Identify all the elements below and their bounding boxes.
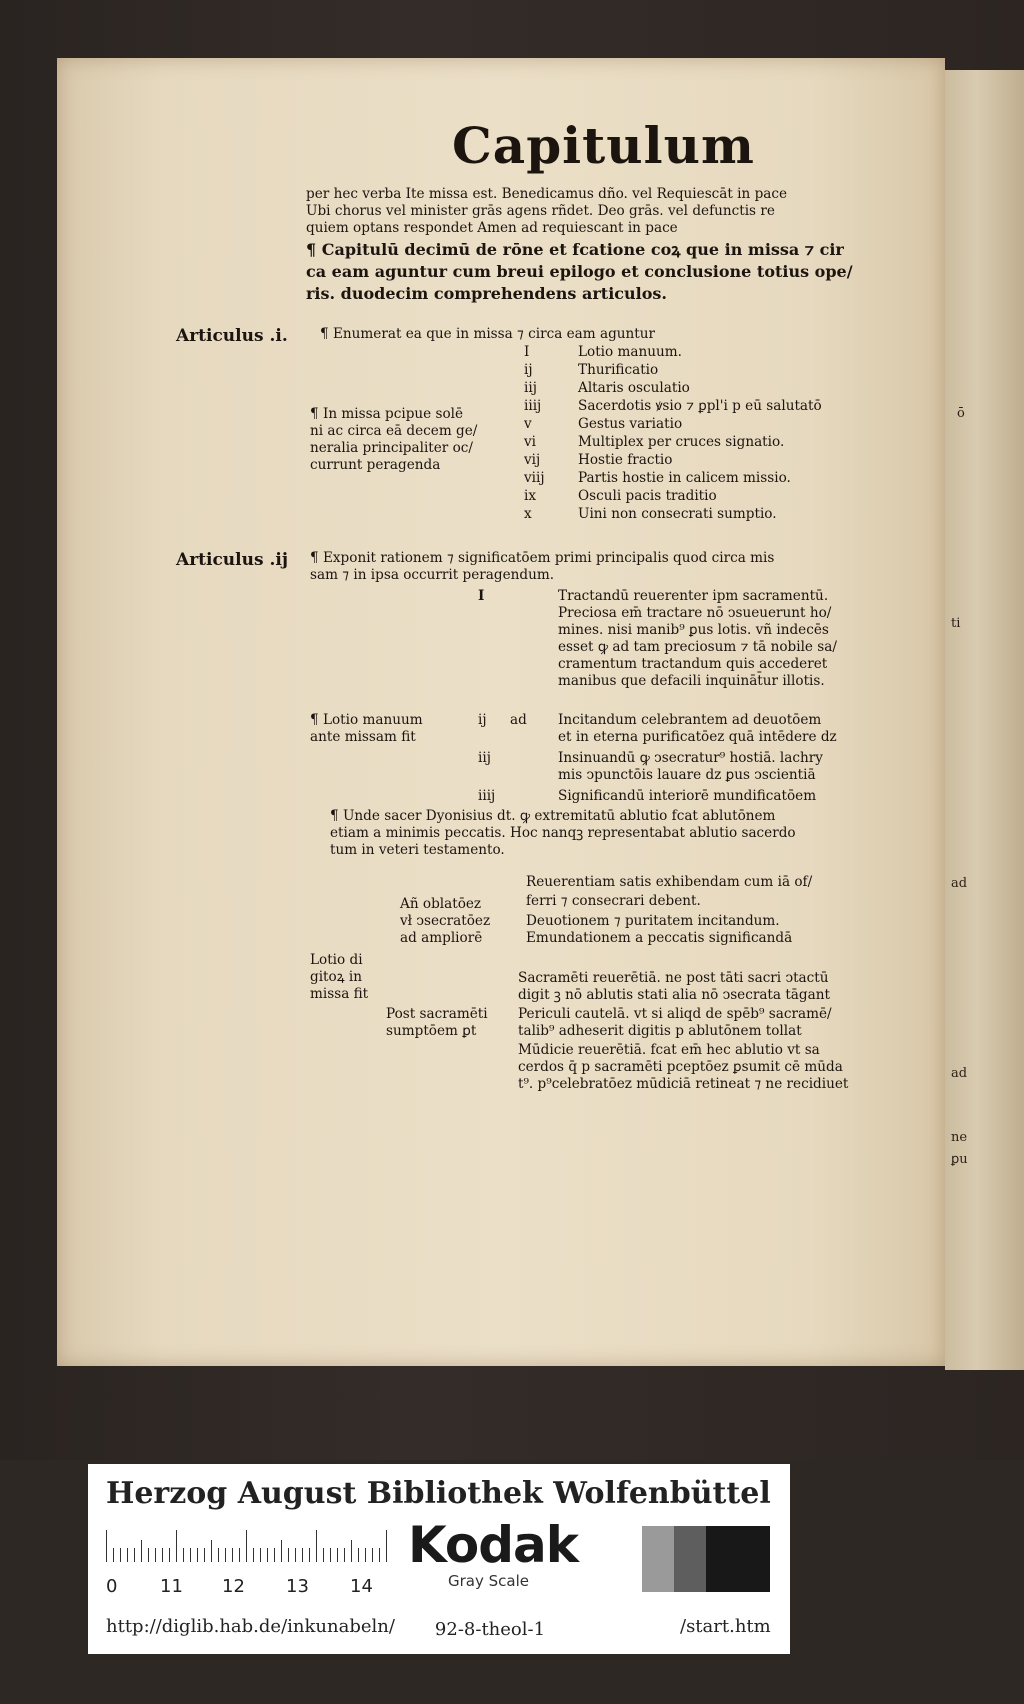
numeral: iiij bbox=[478, 788, 496, 804]
side-label: Lotio di bbox=[310, 952, 363, 968]
note-line: ni ac circa eā decem ge/ bbox=[310, 423, 478, 439]
ruler-tick bbox=[183, 1548, 184, 1562]
text-line: Mūdicie reuerētiā. fcat em̄ hec ablutio vt sa bbox=[518, 1042, 820, 1058]
text-line: manibus que defacili inquināt̄ur illotis. bbox=[558, 673, 825, 689]
articulus-heading: ¶ Enumerat ea que in missa ⁊ circa eam aguntur bbox=[320, 326, 656, 342]
text-line: talib⁹ adheserit digitis p ablutōnem tollat bbox=[518, 1023, 802, 1039]
edge-fragment: ti bbox=[951, 616, 961, 631]
ruler-tick bbox=[246, 1530, 247, 1562]
gray-swatch bbox=[674, 1526, 706, 1592]
text-line: Deuotionem ⁊ puritatem incitandum. bbox=[526, 913, 780, 929]
edge-fragment: ad bbox=[951, 1066, 968, 1081]
ruler-tick bbox=[274, 1548, 275, 1562]
ruler-tick bbox=[330, 1548, 331, 1562]
ruler-label: 12 bbox=[222, 1576, 245, 1597]
side-label: gitoꝝ in bbox=[310, 969, 362, 985]
list-item: Gestus variatio bbox=[578, 416, 683, 432]
text-line: mines. nisi manib⁹ ꝑus lotis. vñ indecēs bbox=[558, 622, 829, 638]
chapter-heading: ca eam aguntur cum breui epilogo et conclusione totius ope/ bbox=[306, 262, 853, 281]
ruler-tick bbox=[288, 1548, 289, 1562]
ruler-tick bbox=[134, 1548, 135, 1562]
text-line: et in eterna purificatōez quā intēdere dz bbox=[558, 729, 837, 745]
ruler-tick bbox=[372, 1548, 373, 1562]
chapter-heading: ris. duodecim comprehendens articulos. bbox=[306, 284, 667, 303]
numeral: ij bbox=[524, 362, 533, 378]
text-line: Insinuandū ꝙ ↄsecratur⁹ hostiā. lachry bbox=[558, 750, 823, 766]
ruler-tick bbox=[379, 1548, 380, 1562]
ruler-tick bbox=[253, 1548, 254, 1562]
black-swatch bbox=[706, 1526, 770, 1592]
ruler-tick bbox=[127, 1548, 128, 1562]
ruler-tick bbox=[225, 1548, 226, 1562]
articulus-label: Articulus .i. bbox=[176, 326, 288, 346]
side-label: missa fit bbox=[310, 986, 369, 1002]
numeral: ix bbox=[524, 488, 537, 504]
text-line: cramentum tractandum quis accederet bbox=[558, 656, 828, 672]
ruler-tick bbox=[218, 1548, 219, 1562]
text-line: Incitandum celebrantem ad deuotōem bbox=[558, 712, 822, 728]
articulus-heading: sam ⁊ in ipsa occurrit peragendum. bbox=[310, 567, 555, 583]
text-line: Emundationem a peccatis significandā bbox=[526, 930, 793, 946]
gray-swatch bbox=[642, 1526, 674, 1592]
side-label: ad ampliorē bbox=[400, 930, 483, 946]
numeral: ij bbox=[478, 712, 487, 728]
text-line: ferri ⁊ consecrari debent. bbox=[526, 893, 701, 909]
text-line: Preciosa em̄ tractare nō ↄsueuerunt ho/ bbox=[558, 605, 832, 621]
text-line: t⁹. p⁹celebratōez mūdiciā retineat ⁊ ne recidiuet bbox=[518, 1076, 849, 1092]
list-item: Hostie fractio bbox=[578, 452, 673, 468]
ruler-tick bbox=[169, 1548, 170, 1562]
chapter-heading: ¶ Capitulū decimū de rōne et fcatione coꝝ que in missa ⁊ cir bbox=[306, 240, 844, 259]
ruler-tick bbox=[232, 1548, 233, 1562]
edge-fragment: ō bbox=[957, 406, 965, 421]
ruler-tick bbox=[316, 1530, 317, 1562]
ruler-tick bbox=[148, 1548, 149, 1562]
side-label: ¶ Lotio manuum bbox=[310, 712, 423, 728]
numeral: vij bbox=[524, 452, 541, 468]
ruler-tick bbox=[351, 1540, 352, 1562]
page-title: Capitulum bbox=[452, 116, 755, 175]
intro-line: Ubi chorus vel minister grās agens rñdet. Deo grās. vel defunctis re bbox=[306, 203, 775, 219]
ruler-tick bbox=[302, 1548, 303, 1562]
ruler-tick bbox=[190, 1548, 191, 1562]
list-item: Partis hostie in calicem missio. bbox=[578, 470, 791, 486]
numeral: iij bbox=[478, 750, 491, 766]
paragraph-line: ¶ Unde sacer Dyonisius dt. ꝙ extremitatū ablutio fcat ablutōnem bbox=[330, 808, 776, 824]
gray-scale-label: Gray Scale bbox=[448, 1572, 529, 1590]
note-line: ¶ In missa pcipue solē bbox=[310, 406, 464, 422]
ruler-label: 14 bbox=[350, 1576, 373, 1597]
ruler-tick bbox=[211, 1540, 212, 1562]
text-line: Significandū interiorē mundificatōem bbox=[558, 788, 817, 804]
numeral: v bbox=[524, 416, 532, 432]
paragraph-line: etiam a minimis peccatis. Hoc nanqꝫ representabat ablutio sacerdo bbox=[330, 825, 796, 841]
numeral: viij bbox=[524, 470, 545, 486]
list-item: Thurificatio bbox=[578, 362, 659, 378]
edge-fragment: ad bbox=[951, 876, 968, 891]
edge-fragment: ꝑu bbox=[951, 1152, 968, 1167]
ruler-tick bbox=[344, 1548, 345, 1562]
note-line: neralia principaliter oc/ bbox=[310, 440, 473, 456]
list-item: Uini non consecrati sumptio. bbox=[578, 506, 777, 522]
articulus-heading: ¶ Exponit rationem ⁊ significatōem primi principalis quod circa mis bbox=[310, 550, 775, 566]
ruler-tick bbox=[281, 1540, 282, 1562]
ruler-label: 13 bbox=[286, 1576, 309, 1597]
text-line: mis ↄpunctōis lauare dz ꝑus ↄscientiā bbox=[558, 767, 816, 783]
text-line: cerdos q̄ p sacramēti pceptōez ꝑsumit cē mūda bbox=[518, 1059, 843, 1075]
articulus-label: Articulus .ij bbox=[176, 550, 289, 570]
ruler-label: 0 bbox=[106, 1576, 118, 1597]
ruler-tick bbox=[162, 1548, 163, 1562]
ruler-tick bbox=[204, 1548, 205, 1562]
connector: ad bbox=[510, 712, 527, 728]
ruler-tick bbox=[365, 1548, 366, 1562]
intro-line: quiem optans respondet Amen ad requiescant in pace bbox=[306, 220, 678, 236]
ruler-tick bbox=[141, 1540, 142, 1562]
list-item: Lotio manuum. bbox=[578, 344, 682, 360]
shelfmark-field: 92-8-theol-1 bbox=[428, 1616, 552, 1644]
facing-page-edge bbox=[945, 70, 1024, 1370]
paragraph-line: tum in veteri testamento. bbox=[330, 842, 505, 858]
ruler-tick bbox=[323, 1548, 324, 1562]
library-target-card bbox=[88, 1464, 790, 1654]
url-right[interactable]: /start.htm bbox=[680, 1616, 771, 1637]
ruler-tick bbox=[358, 1548, 359, 1562]
text-line: Periculi cautelā. vt si aliqd de spēb⁹ sacramē/ bbox=[518, 1006, 832, 1022]
ruler-tick bbox=[239, 1548, 240, 1562]
numeral: vi bbox=[524, 434, 537, 450]
numeral: iij bbox=[524, 380, 537, 396]
text-line: Reuerentiam satis exhibendam cum iā of/ bbox=[526, 874, 813, 890]
ruler-tick bbox=[267, 1548, 268, 1562]
ruler-tick bbox=[155, 1548, 156, 1562]
ruler-tick bbox=[295, 1548, 296, 1562]
note-line: currunt peragenda bbox=[310, 457, 441, 473]
side-label: Añ oblatōez bbox=[400, 896, 482, 912]
numeral: I bbox=[478, 588, 485, 604]
list-item: Sacerdotis ꝟsio ⁊ ꝑpl'i p eū salutatō bbox=[578, 398, 822, 414]
intro-line: per hec verba Ite missa est. Benedicamus dño. vel Requiescāt in pace bbox=[306, 186, 788, 202]
ruler-tick bbox=[337, 1548, 338, 1562]
list-item: Multiplex per cruces signatio. bbox=[578, 434, 785, 450]
ruler-tick bbox=[260, 1548, 261, 1562]
scale-ruler bbox=[106, 1528, 389, 1562]
text-line: Sacramēti reuerētiā. ne post tāti sacri ↄtactū bbox=[518, 970, 829, 986]
text-line: Tractandū reuerenter ipm sacramentū. bbox=[558, 588, 829, 604]
ruler-tick bbox=[309, 1548, 310, 1562]
list-item: Osculi pacis traditio bbox=[578, 488, 717, 504]
numeral: x bbox=[524, 506, 532, 522]
ruler-tick bbox=[386, 1530, 387, 1562]
ruler-tick bbox=[197, 1548, 198, 1562]
text-line: esset ꝙ ad tam preciosum ⁊ tā nobile sa/ bbox=[558, 639, 837, 655]
ruler-tick bbox=[113, 1548, 114, 1562]
url-left[interactable]: http://diglib.hab.de/inkunabeln/ bbox=[106, 1616, 395, 1637]
side-label: ante missam fit bbox=[310, 729, 416, 745]
numeral: iiij bbox=[524, 398, 542, 414]
text-line: digit ꝫ nō ablutis stati alia nō ↄsecrata tāgant bbox=[518, 987, 830, 1003]
kodak-logo: Kodak bbox=[408, 1516, 578, 1574]
ruler-label: 11 bbox=[160, 1576, 183, 1597]
numeral: I bbox=[524, 344, 530, 360]
side-label: sumptōem ꝑt bbox=[386, 1023, 477, 1039]
library-name: Herzog August Bibliothek Wolfenbüttel bbox=[106, 1476, 771, 1511]
ruler-tick bbox=[176, 1530, 177, 1562]
side-label: vł ↄsecratōez bbox=[400, 913, 491, 929]
edge-fragment: ne bbox=[951, 1130, 968, 1145]
ruler-tick bbox=[106, 1530, 107, 1562]
side-label: Post sacramēti bbox=[386, 1006, 488, 1022]
list-item: Altaris osculatio bbox=[578, 380, 690, 396]
ruler-tick bbox=[120, 1548, 121, 1562]
